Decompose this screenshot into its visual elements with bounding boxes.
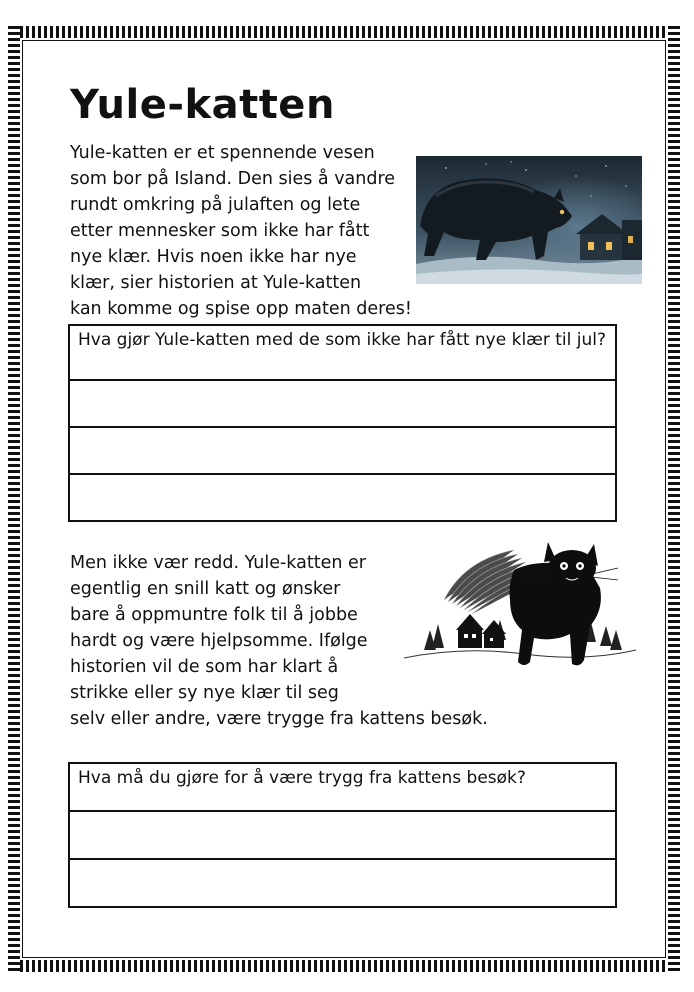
- question-row: [70, 764, 615, 812]
- text-line: som bor på Island. Den sies å vandre: [70, 169, 396, 189]
- page-title: Yule-katten: [70, 82, 335, 128]
- text-line: Men ikke vær redd. Yule-katten er: [70, 553, 366, 573]
- black-cat-drawing: [404, 530, 636, 694]
- night-cat-photo: [416, 156, 642, 284]
- answer-line[interactable]: [70, 428, 615, 475]
- text-line: bare å oppmuntre folk til å jobbe: [70, 605, 358, 625]
- border-bottom: [8, 960, 680, 972]
- text-line: hardt og være hjelpsomme. Ifølge: [70, 631, 368, 651]
- answer-line[interactable]: [70, 812, 615, 860]
- text-line: strikke eller sy nye klær til seg: [70, 683, 339, 703]
- border-top: [8, 26, 680, 38]
- intro-paragraph: [70, 140, 410, 322]
- text-line: historien vil de som har klart å: [70, 657, 339, 677]
- answer-line[interactable]: [70, 381, 615, 428]
- border-right: [668, 26, 680, 972]
- question-box-1: [68, 324, 617, 522]
- question-text: Hva gjør Yule-katten med de som ikke har fått nye klær til jul?: [78, 330, 607, 350]
- text-line: kan komme og spise opp maten deres!: [70, 299, 412, 319]
- question-row: [70, 326, 615, 381]
- question-box-2: [68, 762, 617, 908]
- text-line: selv eller andre, være trygge fra kattens besøk.: [70, 709, 488, 729]
- text-line: rundt omkring på julaften og lete: [70, 195, 361, 215]
- text-line: etter mennesker som ikke har fått: [70, 221, 370, 241]
- text-line: nye klær. Hvis noen ikke har nye: [70, 247, 357, 267]
- text-line: Yule-katten er et spennende vesen: [70, 143, 375, 163]
- text-line: egentlig en snill katt og ønsker: [70, 579, 341, 599]
- text-line: klær, sier historien at Yule-katten: [70, 273, 362, 293]
- question-text: Hva må du gjøre for å være trygg fra kattens besøk?: [78, 768, 526, 788]
- border-left: [8, 26, 20, 972]
- answer-line[interactable]: [70, 475, 615, 522]
- answer-line[interactable]: [70, 860, 615, 908]
